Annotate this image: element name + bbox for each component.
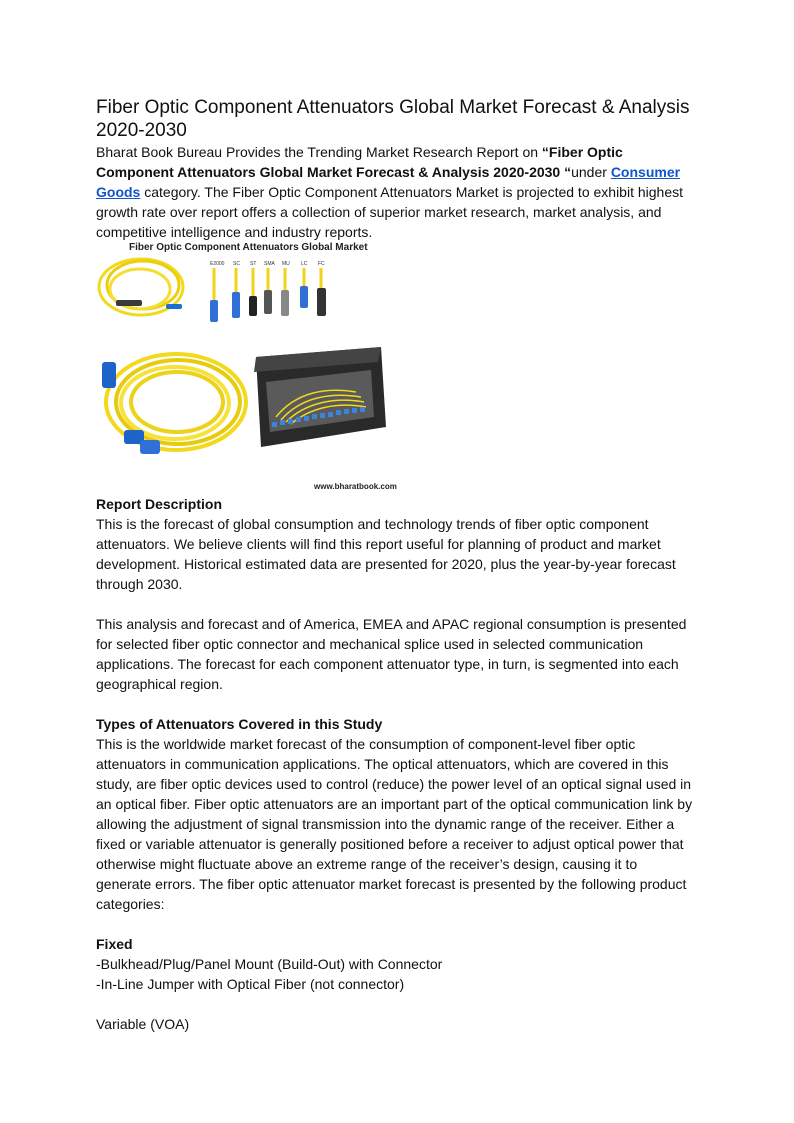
product-image — [96, 242, 396, 492]
patch-cord-coil-icon — [102, 354, 246, 454]
document-page — [96, 96, 696, 1034]
patch-panel-icon — [254, 347, 386, 447]
intro-paragraph — [96, 142, 696, 242]
figure-caption: www.bharatbook.com — [314, 482, 397, 491]
fiber-products-illustration — [96, 252, 396, 492]
open-quote: “ — [541, 144, 549, 160]
connector-label: LC — [301, 261, 308, 267]
intro-under: under — [571, 164, 611, 180]
connector-label: ST — [250, 261, 257, 267]
yellow-cable-coil-icon — [99, 259, 183, 315]
report-description-p1: This is the forecast of global consumption and technology trends of fiber optic component attenuators. We believe clients will find this report useful for planning of product and market development. Historical estimated data are presented for 2020, plus the year-by-year forecast through 2030. — [96, 516, 676, 592]
connector-label: SMA — [264, 261, 275, 267]
connector-set — [210, 261, 326, 322]
types-heading: Types of Attenuators Covered in this Study — [96, 716, 383, 732]
close-quote: “ — [564, 164, 572, 180]
report-description-p2: This analysis and forecast and of America, EMEA and APAC regional consumption is presented for selected fiber optic connector and mechanical splice used in selected communication applications. The forecast for each component attenuator type, in turn, is segmented into each geographical region. — [96, 616, 687, 692]
fixed-item-2: -In-Line Jumper with Optical Fiber (not connector) — [96, 976, 405, 992]
fixed-heading: Fixed — [96, 936, 133, 952]
figure-title: Fiber Optic Component Attenuators Global Market — [129, 242, 368, 253]
page-title: Fiber Optic Component Attenuators Global Market Forecast & Analysis 2020-2030 — [96, 97, 690, 141]
report-description-heading: Report Description — [96, 496, 223, 512]
connector-label: FC — [318, 261, 325, 267]
connector-label: MU — [282, 261, 290, 267]
variable-heading: Variable (VOA) — [96, 1016, 190, 1032]
fixed-item-1: -Bulkhead/Plug/Panel Mount (Build-Out) with Connector — [96, 956, 443, 972]
connector-label: E2000 — [210, 261, 225, 267]
report-name: Fiber Optic Component Attenuators Global Market Forecast & Analysis 2020-2030 — [96, 144, 623, 180]
consumer-goods-link[interactable]: Consumer Goods — [96, 164, 681, 200]
intro-lead: Bharat Book Bureau Provides the Trending Market Research Report on — [96, 144, 542, 160]
connector-label: SC — [233, 261, 240, 267]
types-body: This is the worldwide market forecast of the consumption of component-level fiber optic attenuators in communication applications. The optical attenuators, which are covered in this study, are fiber optic devices used to control (reduce) the power level of an optical signal used in an optical fiber. Fiber optic attenuators are an important part of the optical communication link by allowing the adjustment of signal transmission into the dynamic range of the receiver. Either a fixed or variable attenuator is generally positioned before a receiver to adjust optical power that otherwise might fluctuate above an extreme range of the receiver’s design, causing it to generate errors. The fiber optic attenuator market forecast is presented by the following product categories: — [96, 736, 693, 912]
intro-tail: category. The Fiber Optic Component Attenuators Market is projected to exhibit highest growth rate over report offers a collection of superior market research, market analysis, and competitive intelligence and industry reports. — [96, 184, 683, 240]
